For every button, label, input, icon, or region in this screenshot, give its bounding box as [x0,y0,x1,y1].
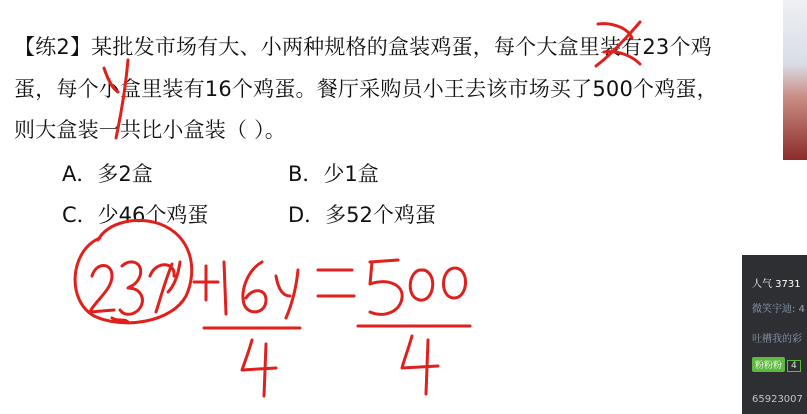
chat-message: 65923007 [752,394,803,405]
handwritten-y-mark [104,60,128,138]
popularity-count: 人气 3731 [752,279,801,290]
question-line-3: 则大盒装一共比小盒装（ ）。 [14,118,286,142]
webcam-overlay [783,0,807,160]
question-text-1: 某批发市场有大、小两种规格的盒装鸡蛋，每个大盒里装有23个鸡 [91,35,712,59]
fan-badge [752,357,801,372]
handwritten-x-mark [596,22,640,66]
live-chat-panel[interactable] [742,255,807,414]
option-c: C．少46个鸡蛋 [62,203,209,227]
fan-badge-label: 粉粉粉 [752,357,785,372]
question-line-2: 蛋，每个小盒里装有16个鸡蛋。餐厅采购员小王去该市场买了500个鸡蛋， [14,77,718,101]
chat-message: 微笑宇迪: 4 [752,304,805,315]
fan-badge-count: 4 [787,360,801,372]
chat-message: 吐槽我的彩 [752,334,802,345]
option-d: D．多52个鸡蛋 [288,203,436,227]
option-b: B．少1盒 [288,162,379,186]
question-label: 【练2】 [14,35,92,59]
option-a: A．多2盒 [62,162,153,186]
